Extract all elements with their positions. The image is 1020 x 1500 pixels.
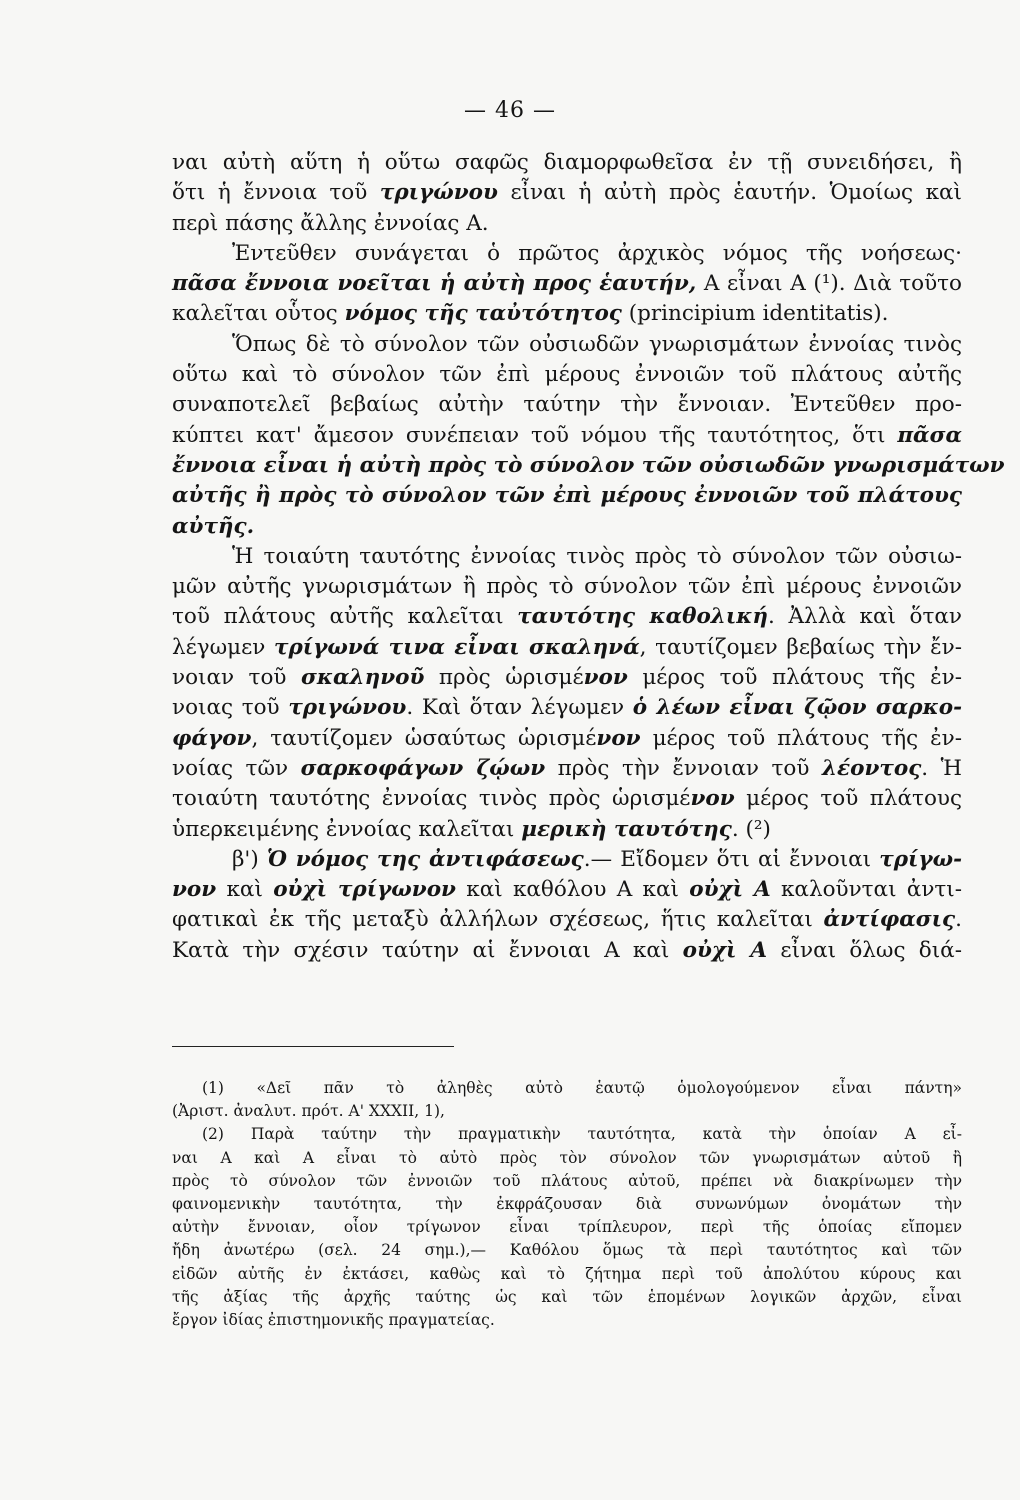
text-line: συναποτελεῖ βεβαίως αὐτὴν ταύτην τὴν ἔννοιαν. Ἐντεῦθεν προ-: [172, 392, 962, 418]
text-line: τοῦ πλάτους αὐτῆς καλεῖται ταυτότης καθολική. Ἀλλὰ καὶ ὅταν: [172, 604, 962, 630]
footnote-line: (1) «Δεῖ πᾶν τὸ ἀληθὲς αὐτὸ ἑαυτῷ ὁμολογούμενον εἶναι πάντη»: [202, 1079, 962, 1097]
footnotes: [172, 1077, 962, 1332]
text-line: φατικαὶ ἐκ τῆς μεταξὺ ἀλλήλων σχέσεως, ἥτις καλεῖται ἀντίφασις.: [172, 907, 962, 933]
footnote-line: αὐτὴν ἔννοιαν, οἷον τρίγωνον εἶναι τρίπλευρον, περὶ τῆς ὁποίας εἴπομεν: [172, 1218, 962, 1237]
text-line: ὑπερκειμένης ἐννοίας καλεῖται μερικὴ ταυτότης. (²): [172, 816, 771, 842]
text-line: νοίας τῶν σαρκοφάγων ζῴων πρὸς τὴν ἔννοιαν τοῦ λέοντος. Ἡ: [172, 755, 963, 781]
text-line: οὕτω καὶ τὸ σύνολον τῶν ἐπὶ μέρους ἐννοιῶν τοῦ πλάτους αὐτῆς: [172, 362, 962, 388]
footnote-line: φαινομενικὴν ταυτότητα, τὴν ἐκφράζουσαν διὰ συνωνύμων ὀνομάτων τὴν: [172, 1195, 962, 1214]
footnote-line: πρὸς τὸ σύνολον τῶν ἐννοιῶν τοῦ πλάτους αὐτοῦ, πρέπει νὰ διακρίνωμεν τὴν: [172, 1171, 962, 1190]
footnote-line: (2) Παρὰ ταύτην τὴν πραγματικὴν ταυτότητα, κατὰ τὴν ὁποίαν Α εἶ-: [202, 1125, 962, 1144]
footnote-line: εἰδῶν αὐτῆς ἐν ἐκτάσει, καθὼς καὶ τὸ ζήτημα περὶ τοῦ ἀπολύτου κύρους και: [172, 1264, 962, 1283]
text-line: νοιαν τοῦ σκαληνοῦ πρὸς ὡρισμένον μέρος τοῦ πλάτους τῆς ἐν-: [172, 665, 962, 691]
footnote-line: τῆς ἀξίας τῆς ἀρχῆς ταύτης ὡς καὶ τῶν ἑπομένων λογικῶν ἀρχῶν, εἶναι: [172, 1287, 962, 1306]
text-line: περὶ πάσης ἄλλης ἐννοίας Α.: [172, 210, 489, 236]
text-line: καλεῖται οὗτος νόμος τῆς ταὐτότητος (principium identitatis).: [172, 301, 889, 327]
text-line: μῶν αὐτῆς γνωρισμάτων ἢ πρὸς τὸ σύνολον τῶν ἐπὶ μέρους ἐννοιῶν: [172, 574, 962, 600]
footnote-line: ἤδη ἀνωτέρω (σελ. 24 σημ.),— Καθόλου ὅμως τὰ περὶ ταυτότητος καὶ τῶν: [172, 1241, 962, 1260]
footnote-line: ναι Α καὶ Α εἶναι τὸ αὐτὸ πρὸς τὸν σύνολον τῶν γνωρισμάτων αὐτοῦ ἢ: [172, 1148, 962, 1167]
text-line: νον καὶ οὐχὶ τρίγωνον καὶ καθόλου Α καὶ οὐχὶ Α καλοῦνται ἀντι-: [172, 877, 962, 903]
text-line: πᾶσα ἔννοια νοεῖται ἡ αὐτὴ προς ἑαυτήν, Α εἶναι Α (¹). Διὰ τοῦτο: [172, 271, 962, 297]
text-line: ὅτι ἡ ἔννοια τοῦ τριγώνου εἶναι ἡ αὐτὴ πρὸς ἑαυτήν. Ὁμοίως καὶ: [172, 180, 962, 206]
text-line: β') Ὁ νόμος της ἀντιφάσεως.— Εἴδομεν ὅτι αἱ ἔννοιαι τρίγω-: [232, 846, 963, 872]
text-line: αὐτῆς ἢ πρὸς τὸ σύνολον τῶν ἐπὶ μέρους ἐννοιῶν τοῦ πλάτους: [172, 483, 962, 509]
text-line: αὐτῆς.: [172, 513, 255, 539]
footnote-line: (Ἀριστ. ἀναλυτ. πρότ. Α' XXXII, 1),: [172, 1102, 445, 1121]
text-line: λέγωμεν τρίγωνά τινα εἶναι σκαληνά, ταυτίζομεν βεβαίως τὴν ἔν-: [172, 634, 962, 660]
text-line: Ἐντεῦθεν συνάγεται ὁ πρῶτος ἀρχικὸς νόμος τῆς νοήσεως·: [232, 240, 962, 266]
page-number: — 46 —: [464, 98, 556, 123]
text-line: κύπτει κατ' ἄμεσον συνέπειαν τοῦ νόμου τῆς ταυτότητος, ὅτι πᾶσα: [172, 422, 962, 448]
text-line: Ἡ τοιαύτη ταυτότης ἐννοίας τινὸς πρὸς τὸ σύνολον τῶν οὐσιω-: [232, 543, 962, 569]
footnote-line: ἔργον ἰδίας ἐπιστημονικῆς πραγματείας.: [172, 1311, 495, 1330]
footnote-rule: [172, 1046, 454, 1047]
text-line: τοιαύτη ταυτότης ἐννοίας τινὸς πρὸς ὡρισμένον μέρος τοῦ πλάτους: [172, 786, 963, 812]
text-line: ἔννοια εἶναι ἡ αὐτὴ πρὸς τὸ σύνολον τῶν οὐσιωδῶν γνωρισμάτων: [172, 452, 1005, 478]
text-line: Κατὰ τὴν σχέσιν ταύτην αἱ ἔννοιαι Α καὶ οὐχὶ Α εἶναι ὅλως διά-: [172, 937, 962, 963]
text-line: Ὅπως δὲ τὸ σύνολον τῶν οὐσιωδῶν γνωρισμάτων ἐννοίας τινὸς: [232, 331, 962, 357]
text-line: φάγον, ταυτίζομεν ὡσαύτως ὡρισμένον μέρος τοῦ πλάτους τῆς ἐν-: [172, 725, 962, 751]
text-line: ναι αὐτὴ αὕτη ἡ οὕτω σαφῶς διαμορφωθεῖσα ἐν τῇ συνειδήσει, ἢ: [172, 150, 962, 175]
body-text: [172, 148, 1005, 966]
text-line: νοιας τοῦ τριγώνου. Καὶ ὅταν λέγωμεν ὁ λέων εἶναι ζῷον σαρκο-: [172, 695, 962, 721]
